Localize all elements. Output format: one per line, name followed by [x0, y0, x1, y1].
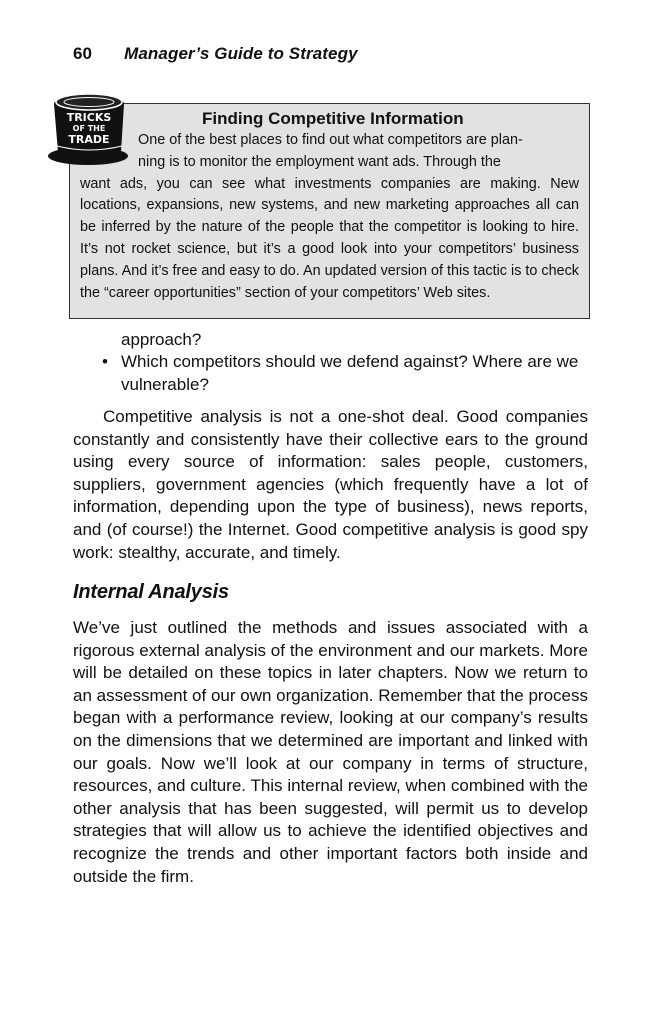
hat-label-line1: TRICKS: [66, 111, 112, 124]
hat-label-line2: OF THE: [72, 124, 106, 133]
hat-label-line3: TRADE: [68, 133, 110, 146]
bullet-text: Which competitors should we defend against? Where are we vulnerable?: [121, 352, 579, 394]
book-title: Manager’s Guide to Strategy: [124, 44, 358, 63]
tricks-sidebar: [66, 103, 590, 319]
running-header: [73, 44, 358, 64]
section-heading-internal-analysis: Internal Analysis: [73, 581, 229, 603]
sidebar-title: Finding Competitive Information: [202, 109, 464, 128]
page-number: 60: [73, 44, 93, 63]
paragraph-competitive-analysis: Competitive analysis is not a one-shot deal. Good companies constantly and consistently have their collective ears to the ground using every source of information: sales people, customers, suppliers, government agencies (which frequently have a lot of information, depending upon the type of business), news reports, and (of course!) the Internet. Good competitive analysis is good spy work: stealthy, accurate, and timely.: [73, 407, 588, 562]
sidebar-line-1: One of the best places to find out what competitors are plan-: [138, 132, 523, 148]
sidebar-body-rest: want ads, you can see what investments companies are making. New locations, expansions, new systems, and new marketing approaches all can be inferred by the nature of the people that the competitor is looking to hire. It’s not rocket science, but it’s a good look into your competitors’ business plans. And it’s free and easy to do. An updated version of this tactic is to check the “career opportunities” section of your competitors’ Web sites.: [80, 175, 579, 301]
bullet-symbol: •: [102, 352, 108, 371]
bullet-item: [102, 351, 590, 396]
sidebar-line-2: ning is to monitor the employment want ads. Through the: [138, 153, 501, 170]
paragraph-internal-analysis: We’ve just outlined the methods and issues associated with a rigorous external analysis of the environment and our markets. More will be detailed on these topics in later chapters. Now we return to an assessment of our own organization. Remember that the process began with a performance review, looking at our company’s results on the dimensions that we determined are important and linked with our goals. Now we’ll look at our company in terms of structure, resources, and culture. This internal review, when combined with the other analysis that has been suggested, will permit us to develop strategies that will allow us to achieve the identified objectives and recognize the trends and other important factors both inside and outside the firm.: [73, 618, 588, 886]
continued-bullet-text: approach?: [121, 330, 202, 349]
tricks-of-the-trade-hat-icon: [44, 88, 144, 168]
sidebar-body: [80, 130, 579, 304]
